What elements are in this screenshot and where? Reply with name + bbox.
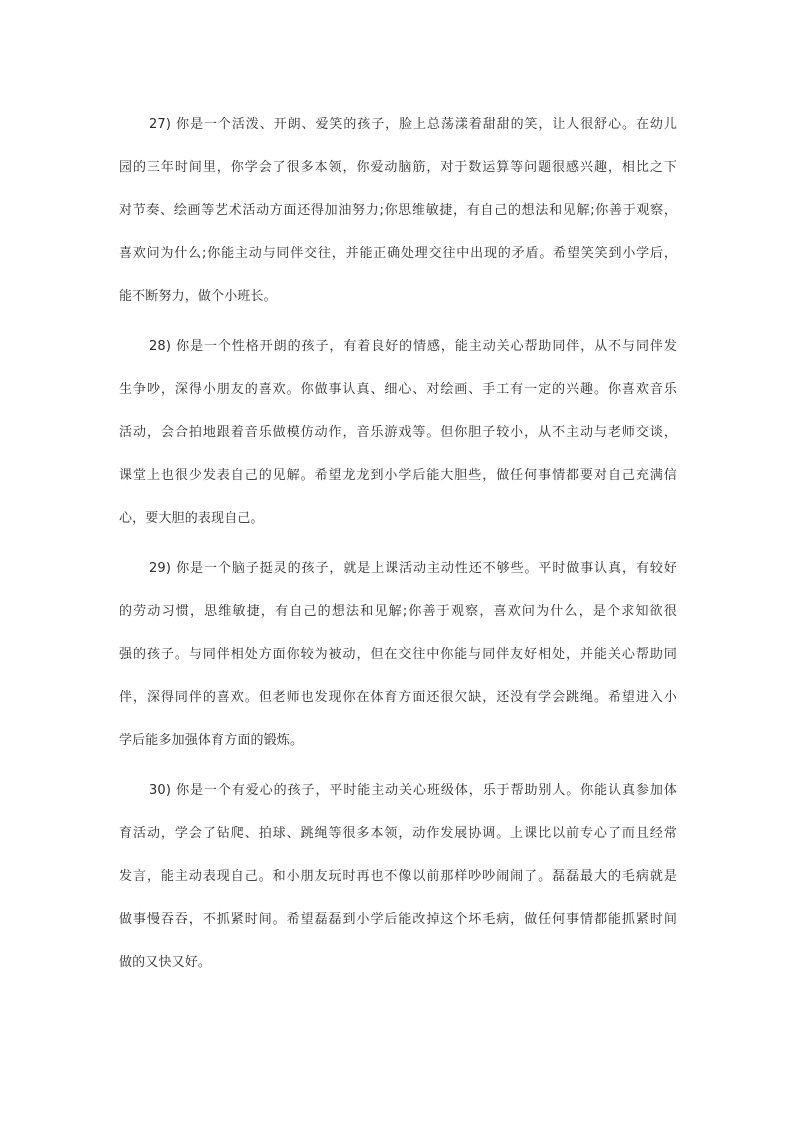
paragraph-line: 生争吵，深得小朋友的喜欢。你做事认真、细心、对绘画、手工有一定的兴趣。你喜欢音乐	[119, 382, 677, 397]
paragraph-line: 活动，会合拍地跟着音乐做模仿动作，音乐游戏等。但你胆子较小，从不主动与老师交谈，	[119, 425, 677, 440]
paragraph-line: 28) 你是一个性格开朗的孩子，有着良好的情感，能主动关心帮助同伴，从不与同伴发	[149, 339, 677, 354]
paragraph-line: 对节奏、绘画等艺术活动方面还得加油努力;你思维敏捷，有自己的想法和见解;你善于观察，	[119, 203, 677, 218]
paragraph-line: 29) 你是一个脑子挺灵的孩子，就是上课活动主动性还不够些。平时做事认真，有较好	[149, 561, 677, 576]
paragraph-line: 心，要大胆的表现自己。	[119, 511, 264, 526]
paragraph-line: 发言，能主动表现自己。和小朋友玩时再也不像以前那样吵吵闹闹了。磊磊最大的毛病就是	[119, 869, 677, 884]
paragraph-line: 能不断努力，做个小班长。	[119, 289, 277, 304]
paragraph-line: 做的又快又好。	[119, 955, 212, 970]
paragraph-line: 学后能多加强体育方面的锻炼。	[119, 733, 304, 748]
paragraph-line: 喜欢问为什么;你能主动与同伴交往，并能正确处理交往中出现的矛盾。希望笑笑到小学后，	[119, 246, 677, 261]
paragraph-line: 强的孩子。与同伴相处方面你较为被动，但在交往中你能与同伴友好相处，并能关心帮助同	[119, 647, 677, 662]
paragraph-line: 园的三年时间里，你学会了很多本领，你爱动脑筋，对于数运算等问题很感兴趣，相比之下	[119, 160, 677, 175]
paragraph-line: 的劳动习惯，思维敏捷，有自己的想法和见解;你善于观察，喜欢问为什么，是个求知欲很	[119, 604, 677, 619]
paragraph-line: 课堂上也很少发表自己的见解。希望龙龙到小学后能大胆些，做任何事情都要对自己充满信	[119, 468, 677, 483]
paragraph-line: 育活动，学会了钻爬、拍球、跳绳等很多本领，动作发展协调。上课比以前专心了而且经常	[119, 826, 677, 841]
paragraph-line: 30) 你是一个有爱心的孩子，平时能主动关心班级体，乐于帮助别人。你能认真参加体	[149, 783, 677, 798]
paragraph-line: 伴，深得同伴的喜欢。但老师也发现你在体育方面还很欠缺，还没有学会跳绳。希望进入小	[119, 690, 677, 705]
paragraph-line: 27) 你是一个活泼、开朗、爱笑的孩子，脸上总荡漾着甜甜的笑，让人很舒心。在幼儿	[149, 117, 677, 132]
paragraph-line: 做事慢吞吞，不抓紧时间。希望磊磊到小学后能改掉这个坏毛病，做任何事情都能抓紧时间	[119, 912, 677, 927]
